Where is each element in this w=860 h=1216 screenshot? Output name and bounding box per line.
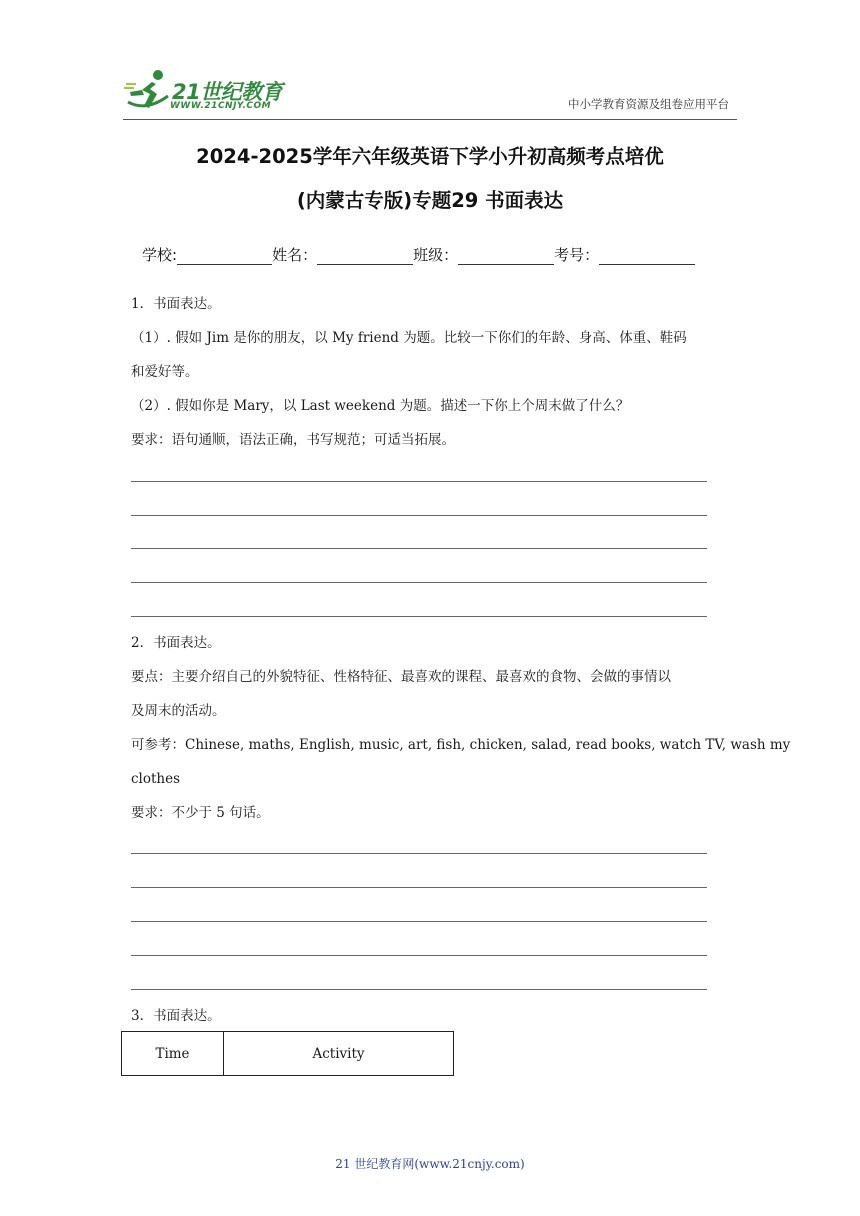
q1-requirement: 要求：语句通顺，语法正确，书写规范；可适当拓展。 [131, 432, 455, 448]
activity-table [121, 1031, 454, 1076]
logo-text: 21世纪教育 [172, 80, 283, 104]
student-info-row [142, 244, 695, 265]
school-label: 学校: [142, 246, 178, 264]
writing-line[interactable] [131, 921, 707, 922]
writing-line[interactable] [131, 582, 707, 583]
platform-tagline: 中小学教育资源及组卷应用平台 [568, 97, 729, 111]
site-logo [122, 68, 290, 114]
runner-icon [122, 68, 170, 114]
writing-line[interactable] [131, 955, 707, 956]
header-divider [123, 119, 737, 120]
q2-heading: 2．书面表达。 [131, 635, 221, 651]
footer-link[interactable]: 21 世纪教育网(www.21cnjy.com) [335, 1157, 525, 1171]
q1-heading: 1．书面表达。 [131, 296, 221, 312]
writing-line[interactable] [131, 515, 707, 516]
q1-part1-line1: （1）. 假如 Jim 是你的朋友，以 My friend 为题。比较一下你们的年龄、身高、体重、鞋码 [131, 330, 687, 346]
q2-reference-line1: 可参考：Chinese, maths, English, music, art, fish, chicken, salad, read books, watch TV, wash my [131, 737, 791, 753]
class-label: 班级： [413, 246, 459, 264]
name-field[interactable] [317, 247, 413, 265]
writing-line[interactable] [131, 887, 707, 888]
page-title: 2024-2025学年六年级英语下学小升初高频考点培优 [196, 145, 664, 168]
name-label: 姓名： [272, 246, 318, 264]
exam-number-field[interactable] [599, 247, 695, 265]
table-header-time: Time [122, 1032, 224, 1075]
table-header-activity: Activity [312, 1045, 365, 1062]
q3-heading: 3．书面表达。 [131, 1008, 221, 1024]
q2-reference-line2: clothes [131, 771, 181, 787]
writing-line[interactable] [131, 481, 707, 482]
q1-part2: （2）. 假如你是 Mary，以 Last weekend 为题。描述一下你上个周末做了什么？ [131, 398, 630, 414]
school-field[interactable] [177, 247, 272, 265]
q2-points-line1: 要点：主要介绍自己的外貌特征、性格特征、最喜欢的课程、最喜欢的食物、会做的事情以 [131, 669, 671, 685]
page-subtitle: (内蒙古专版)专题29 书面表达 [296, 189, 564, 212]
writing-line[interactable] [131, 548, 707, 549]
q1-part1-line2: 和爱好等。 [131, 364, 199, 380]
writing-line[interactable] [131, 616, 707, 617]
q2-requirement: 要求：不少于 5 句话。 [131, 805, 270, 821]
class-field[interactable] [458, 247, 554, 265]
logo-url: WWW.21CNJY.COM [170, 101, 272, 111]
writing-line[interactable] [131, 989, 707, 990]
q2-points-line2: 及周末的活动。 [131, 703, 226, 719]
writing-line[interactable] [131, 853, 707, 854]
exam-number-label: 考号： [554, 246, 600, 264]
